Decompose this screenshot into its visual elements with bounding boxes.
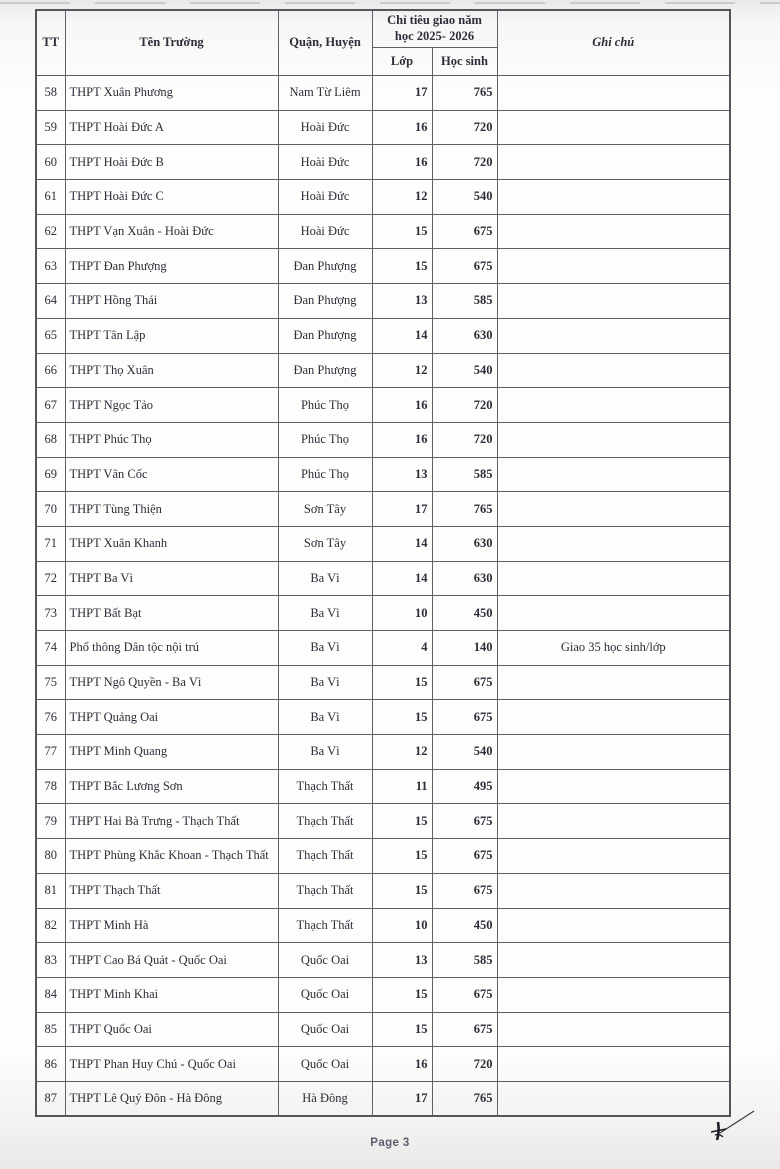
table-row <box>36 110 730 145</box>
table-row <box>36 839 730 874</box>
cell-classes: 15 <box>372 804 432 839</box>
cell-tt: 80 <box>36 839 65 874</box>
table-row <box>36 700 730 735</box>
cell-students: 675 <box>432 873 497 908</box>
cell-note <box>497 1047 730 1082</box>
table-row <box>36 908 730 943</box>
cell-district: Đan Phượng <box>278 284 372 319</box>
cell-note <box>497 318 730 353</box>
cell-students: 585 <box>432 457 497 492</box>
scan-artifact-line <box>0 2 780 4</box>
cell-students: 585 <box>432 943 497 978</box>
cell-note <box>497 977 730 1012</box>
table-row <box>36 769 730 804</box>
header-school-name: Tên Trường <box>65 10 278 76</box>
cell-district: Phúc Thọ <box>278 457 372 492</box>
cell-school-name: THPT Phúc Thọ <box>65 422 278 457</box>
cell-district: Thạch Thất <box>278 769 372 804</box>
cell-district: Ba Vì <box>278 596 372 631</box>
cell-classes: 16 <box>372 145 432 180</box>
cell-district: Hoài Đức <box>278 145 372 180</box>
table-row <box>36 631 730 666</box>
cell-school-name: THPT Hoài Đức A <box>65 110 278 145</box>
header-note: Ghi chú <box>497 10 730 76</box>
cell-note <box>497 180 730 215</box>
cell-school-name: THPT Đan Phượng <box>65 249 278 284</box>
cell-students: 765 <box>432 1081 497 1116</box>
cell-students: 675 <box>432 700 497 735</box>
cell-school-name: THPT Hồng Thái <box>65 284 278 319</box>
cell-note <box>497 839 730 874</box>
cell-tt: 86 <box>36 1047 65 1082</box>
cell-district: Hoài Đức <box>278 214 372 249</box>
cell-classes: 15 <box>372 1012 432 1047</box>
cell-students: 675 <box>432 249 497 284</box>
cell-note <box>497 353 730 388</box>
cell-students: 140 <box>432 631 497 666</box>
cell-school-name: THPT Minh Khai <box>65 977 278 1012</box>
cell-school-name: THPT Thạch Thất <box>65 873 278 908</box>
table-row <box>36 284 730 319</box>
cell-students: 495 <box>432 769 497 804</box>
table-row <box>36 1047 730 1082</box>
cell-tt: 63 <box>36 249 65 284</box>
header-classes: Lớp <box>372 48 432 76</box>
table-row <box>36 388 730 423</box>
cell-note <box>497 422 730 457</box>
table-row <box>36 665 730 700</box>
table-row <box>36 180 730 215</box>
cell-school-name: THPT Tùng Thiện <box>65 492 278 527</box>
header-tt: TT <box>36 10 65 76</box>
cell-note <box>497 76 730 111</box>
cell-school-name: THPT Thọ Xuân <box>65 353 278 388</box>
cell-tt: 58 <box>36 76 65 111</box>
cell-students: 675 <box>432 977 497 1012</box>
header-quota-group: Chỉ tiêu giao năm học 2025- 2026 <box>372 10 497 48</box>
cell-classes: 13 <box>372 943 432 978</box>
cell-classes: 12 <box>372 180 432 215</box>
cell-tt: 68 <box>36 422 65 457</box>
cell-classes: 16 <box>372 1047 432 1082</box>
cell-classes: 13 <box>372 457 432 492</box>
table-row <box>36 249 730 284</box>
cell-district: Sơn Tây <box>278 492 372 527</box>
table-row <box>36 526 730 561</box>
cell-note <box>497 873 730 908</box>
cell-tt: 83 <box>36 943 65 978</box>
cell-school-name: THPT Lê Quý Đôn - Hà Đông <box>65 1081 278 1116</box>
cell-tt: 75 <box>36 665 65 700</box>
cell-students: 720 <box>432 145 497 180</box>
table-row <box>36 318 730 353</box>
cell-students: 675 <box>432 665 497 700</box>
cell-classes: 14 <box>372 561 432 596</box>
cell-school-name: THPT Tân Lập <box>65 318 278 353</box>
cell-students: 675 <box>432 1012 497 1047</box>
cell-students: 630 <box>432 561 497 596</box>
cell-district: Hoài Đức <box>278 110 372 145</box>
cell-district: Sơn Tây <box>278 526 372 561</box>
cell-note <box>497 1012 730 1047</box>
cell-students: 675 <box>432 804 497 839</box>
cell-school-name: THPT Hai Bà Trưng - Thạch Thất <box>65 804 278 839</box>
cell-students: 765 <box>432 76 497 111</box>
cell-note <box>497 526 730 561</box>
cell-classes: 15 <box>372 873 432 908</box>
cell-district: Ba Vì <box>278 631 372 666</box>
cell-school-name: THPT Hoài Đức B <box>65 145 278 180</box>
cell-school-name: THPT Vân Cốc <box>65 457 278 492</box>
cell-tt: 69 <box>36 457 65 492</box>
cell-tt: 61 <box>36 180 65 215</box>
table-header <box>36 10 730 76</box>
cell-classes: 16 <box>372 388 432 423</box>
cell-note <box>497 943 730 978</box>
table-row <box>36 596 730 631</box>
cell-classes: 12 <box>372 735 432 770</box>
cell-tt: 62 <box>36 214 65 249</box>
cell-note <box>497 1081 730 1116</box>
cell-students: 765 <box>432 492 497 527</box>
cell-classes: 17 <box>372 76 432 111</box>
table-body <box>36 76 730 1117</box>
cell-district: Phúc Thọ <box>278 422 372 457</box>
cell-tt: 74 <box>36 631 65 666</box>
cell-school-name: THPT Vạn Xuân - Hoài Đức <box>65 214 278 249</box>
quota-table <box>35 9 731 1117</box>
cell-note <box>497 457 730 492</box>
cell-note <box>497 249 730 284</box>
cell-school-name: Phổ thông Dân tộc nội trú <box>65 631 278 666</box>
cell-tt: 71 <box>36 526 65 561</box>
table-row <box>36 76 730 111</box>
cell-tt: 79 <box>36 804 65 839</box>
cell-school-name: THPT Ngọc Tảo <box>65 388 278 423</box>
cell-note <box>497 804 730 839</box>
table-row <box>36 1012 730 1047</box>
cell-tt: 73 <box>36 596 65 631</box>
cell-tt: 72 <box>36 561 65 596</box>
cell-tt: 64 <box>36 284 65 319</box>
cell-district: Đan Phượng <box>278 318 372 353</box>
cell-classes: 15 <box>372 700 432 735</box>
cell-district: Đan Phượng <box>278 249 372 284</box>
handwritten-mark <box>706 1108 758 1142</box>
cell-students: 720 <box>432 110 497 145</box>
page-number: Page 3 <box>370 1137 410 1149</box>
cell-tt: 60 <box>36 145 65 180</box>
cell-note <box>497 908 730 943</box>
cell-tt: 77 <box>36 735 65 770</box>
cell-district: Ba Vì <box>278 561 372 596</box>
cell-tt: 66 <box>36 353 65 388</box>
cell-note <box>497 665 730 700</box>
cell-classes: 15 <box>372 249 432 284</box>
cell-classes: 16 <box>372 110 432 145</box>
cell-students: 720 <box>432 1047 497 1082</box>
cell-tt: 82 <box>36 908 65 943</box>
table-row <box>36 492 730 527</box>
cell-district: Quốc Oai <box>278 943 372 978</box>
cell-district: Quốc Oai <box>278 1047 372 1082</box>
cell-school-name: THPT Minh Hà <box>65 908 278 943</box>
cell-note <box>497 110 730 145</box>
cell-students: 540 <box>432 735 497 770</box>
cell-school-name: THPT Xuân Phương <box>65 76 278 111</box>
cell-students: 450 <box>432 908 497 943</box>
cell-classes: 10 <box>372 596 432 631</box>
cell-district: Ba Vì <box>278 735 372 770</box>
cell-school-name: THPT Quốc Oai <box>65 1012 278 1047</box>
cell-classes: 4 <box>372 631 432 666</box>
cell-tt: 84 <box>36 977 65 1012</box>
cell-students: 675 <box>432 214 497 249</box>
cell-school-name: THPT Bắc Lương Sơn <box>65 769 278 804</box>
cell-students: 720 <box>432 422 497 457</box>
cell-school-name: THPT Ba Vì <box>65 561 278 596</box>
table-row <box>36 977 730 1012</box>
table-row <box>36 873 730 908</box>
cell-classes: 15 <box>372 665 432 700</box>
cell-classes: 14 <box>372 526 432 561</box>
cell-district: Thạch Thất <box>278 908 372 943</box>
cell-district: Thạch Thất <box>278 873 372 908</box>
cell-school-name: THPT Hoài Đức C <box>65 180 278 215</box>
cell-tt: 78 <box>36 769 65 804</box>
cell-note <box>497 769 730 804</box>
cell-school-name: THPT Ngô Quyền - Ba Vì <box>65 665 278 700</box>
cell-note <box>497 214 730 249</box>
cell-school-name: THPT Bất Bạt <box>65 596 278 631</box>
cell-note <box>497 596 730 631</box>
cell-school-name: THPT Cao Bá Quát - Quốc Oai <box>65 943 278 978</box>
cell-school-name: THPT Quảng Oai <box>65 700 278 735</box>
cell-classes: 15 <box>372 214 432 249</box>
cell-tt: 87 <box>36 1081 65 1116</box>
cell-district: Nam Từ Liêm <box>278 76 372 111</box>
table-row <box>36 943 730 978</box>
table-row <box>36 561 730 596</box>
table-row <box>36 214 730 249</box>
cell-students: 630 <box>432 526 497 561</box>
cell-note: Giao 35 học sinh/lớp <box>497 631 730 666</box>
cell-tt: 81 <box>36 873 65 908</box>
cell-classes: 13 <box>372 284 432 319</box>
cell-school-name: THPT Minh Quang <box>65 735 278 770</box>
cell-classes: 10 <box>372 908 432 943</box>
cell-note <box>497 700 730 735</box>
cell-district: Hà Đông <box>278 1081 372 1116</box>
cell-tt: 67 <box>36 388 65 423</box>
cell-district: Ba Vì <box>278 665 372 700</box>
cell-classes: 12 <box>372 353 432 388</box>
cell-students: 540 <box>432 180 497 215</box>
cell-district: Thạch Thất <box>278 839 372 874</box>
cell-note <box>497 284 730 319</box>
cell-district: Quốc Oai <box>278 1012 372 1047</box>
table-row <box>36 353 730 388</box>
cell-district: Thạch Thất <box>278 804 372 839</box>
table-row <box>36 735 730 770</box>
cell-classes: 16 <box>372 422 432 457</box>
cell-school-name: THPT Phan Huy Chú - Quốc Oai <box>65 1047 278 1082</box>
table-row <box>36 804 730 839</box>
cell-students: 450 <box>432 596 497 631</box>
cell-tt: 70 <box>36 492 65 527</box>
cell-tt: 59 <box>36 110 65 145</box>
cell-district: Đan Phượng <box>278 353 372 388</box>
cell-students: 630 <box>432 318 497 353</box>
cell-classes: 15 <box>372 839 432 874</box>
cell-note <box>497 735 730 770</box>
cell-district: Hoài Đức <box>278 180 372 215</box>
cell-note <box>497 492 730 527</box>
cell-students: 675 <box>432 839 497 874</box>
cell-district: Quốc Oai <box>278 977 372 1012</box>
table-row <box>36 457 730 492</box>
cell-students: 720 <box>432 388 497 423</box>
cell-note <box>497 145 730 180</box>
cell-students: 585 <box>432 284 497 319</box>
cell-district: Phúc Thọ <box>278 388 372 423</box>
header-students: Học sinh <box>432 48 497 76</box>
cell-classes: 17 <box>372 1081 432 1116</box>
cell-school-name: THPT Phùng Khắc Khoan - Thạch Thất <box>65 839 278 874</box>
cell-students: 540 <box>432 353 497 388</box>
table-row <box>36 422 730 457</box>
cell-tt: 65 <box>36 318 65 353</box>
cell-classes: 14 <box>372 318 432 353</box>
cell-note <box>497 561 730 596</box>
header-district: Quận, Huyện <box>278 10 372 76</box>
cell-tt: 76 <box>36 700 65 735</box>
cell-school-name: THPT Xuân Khanh <box>65 526 278 561</box>
cell-classes: 15 <box>372 977 432 1012</box>
cell-classes: 11 <box>372 769 432 804</box>
cell-note <box>497 388 730 423</box>
cell-tt: 85 <box>36 1012 65 1047</box>
cell-classes: 17 <box>372 492 432 527</box>
table-row <box>36 1081 730 1116</box>
cell-district: Ba Vì <box>278 700 372 735</box>
table-row <box>36 145 730 180</box>
